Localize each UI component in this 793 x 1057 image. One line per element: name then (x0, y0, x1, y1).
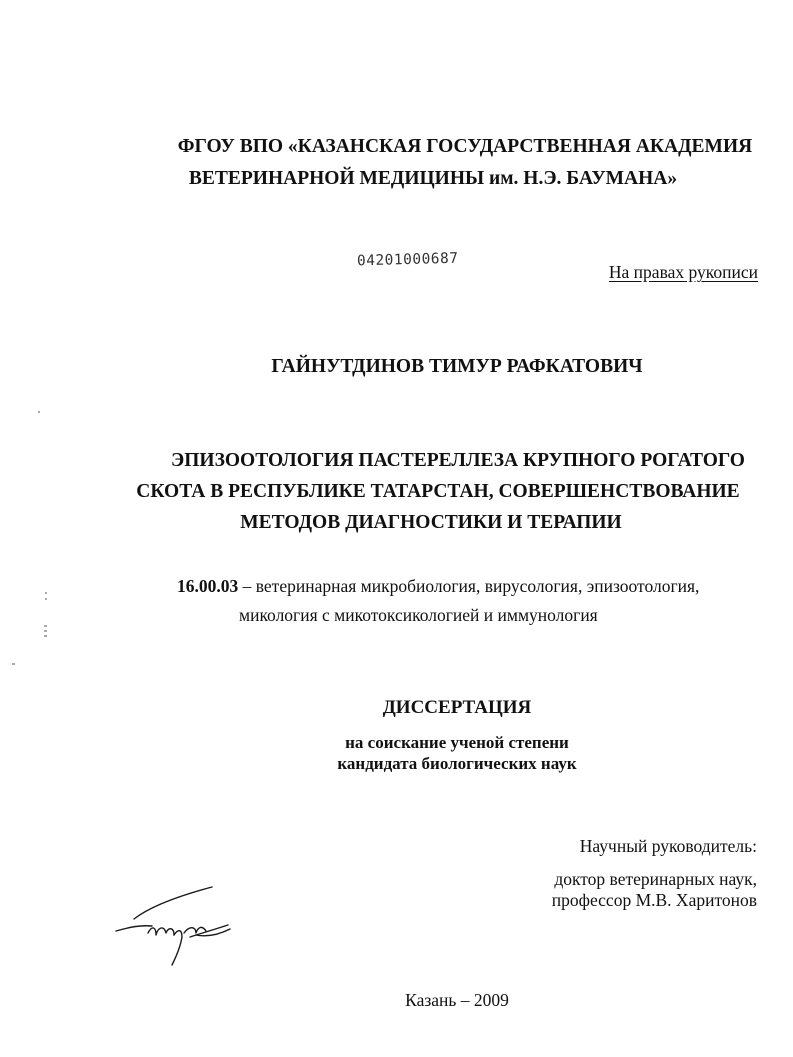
scan-artifact-marks (0, 0, 60, 700)
degree-line-1: на соискание ученой степени (345, 733, 569, 752)
dissertation-title-line-1: ЭПИЗООТОЛОГИЯ ПАСТЕРЕЛЛЕЗА КРУПНОГО РОГАТОГО (171, 450, 745, 471)
supervisor-label: Научный руководитель: (579, 836, 757, 856)
manuscript-rights-note: На правах рукописи (608, 262, 758, 282)
registry-number-stamp: 04201000687 (356, 250, 459, 270)
dissertation-title-line-3: МЕТОДОВ ДИАГНОСТИКИ И ТЕРАПИИ (240, 512, 622, 533)
specialty-code: 16.00.03 (177, 576, 239, 596)
document-type-heading: ДИССЕРТАЦИЯ (382, 697, 532, 718)
handwritten-signature (112, 885, 238, 970)
institution-name-line-2: ВЕТЕРИНАРНОЙ МЕДИЦИНЫ им. Н.Э. БАУМАНА» (188, 168, 678, 189)
institution-name-line-1: ФГОУ ВПО «КАЗАНСКАЯ ГОСУДАРСТВЕННАЯ АКАДЕМИЯ (177, 136, 753, 157)
specialty-line-2: микология с микотоксикологией и иммунология (239, 605, 598, 625)
city-and-year: Казань – 2009 (405, 990, 509, 1010)
dissertation-title-line-2: СКОТА В РЕСПУБЛИКЕ ТАТАРСТАН, СОВЕРШЕНСТВОВАНИЕ (136, 481, 740, 502)
supervisor-name: профессор М.В. Харитонов (551, 890, 757, 910)
supervisor-degree: доктор ветеринарных наук, (554, 869, 757, 889)
degree-line-2: кандидата биологических наук (337, 754, 577, 773)
specialty-line-1 (177, 576, 699, 597)
specialty-description-part-1: – ветеринарная микробиология, вирусология, эпизоотология, (238, 576, 700, 596)
author-name: ГАЙНУТДИНОВ ТИМУР РАФКАТОВИЧ (271, 356, 643, 377)
